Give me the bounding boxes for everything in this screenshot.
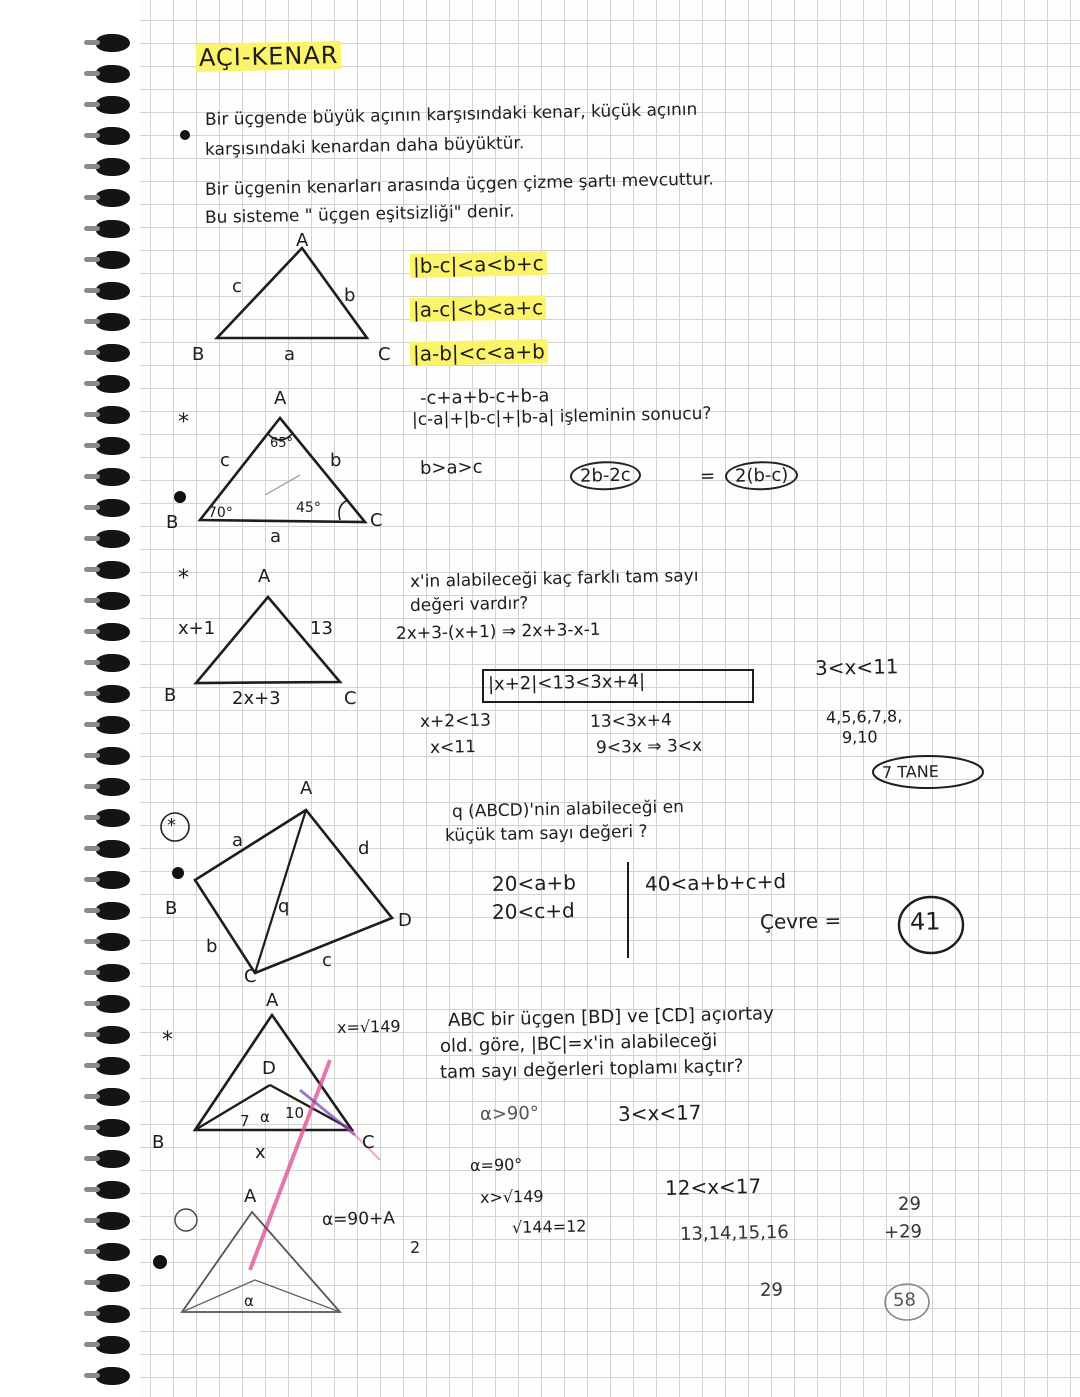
rule-2-line-1: Bir üçgenin kenarları arasında üçgen çizme şartı mevcuttur. bbox=[204, 169, 715, 200]
side-a: a bbox=[270, 526, 282, 547]
angle-alpha: α bbox=[260, 1108, 270, 1126]
formula: α=90+A bbox=[321, 1208, 396, 1230]
vertex-c: C bbox=[344, 688, 357, 709]
condition-obtuse: α>90° bbox=[479, 1102, 540, 1125]
star-marker: * bbox=[162, 1028, 173, 1053]
vertex-a: A bbox=[258, 566, 271, 587]
side-ab: x+1 bbox=[178, 618, 216, 639]
side-b: b bbox=[206, 936, 218, 957]
question-line-1: ABC bir üçgen [BD] ve [CD] açıortay bbox=[447, 1003, 774, 1031]
arrow bbox=[265, 475, 300, 495]
result-values: 13,14,15,16 bbox=[679, 1221, 789, 1245]
angle-c: 45° bbox=[296, 500, 321, 516]
question-line-2: old. göre, |BC|=x'in alabileceği bbox=[439, 1030, 718, 1057]
result-range: 3<x<11 bbox=[814, 654, 899, 680]
angle-a: 65° bbox=[270, 436, 294, 451]
triangle-example-2 bbox=[196, 597, 340, 683]
vertex-a: A bbox=[300, 778, 313, 799]
vertex-b: B bbox=[165, 898, 178, 919]
answer-2: 2(b-c) bbox=[725, 460, 799, 491]
result-values: 4,5,6,7,8, bbox=[825, 706, 903, 727]
vertex-a-small: A bbox=[244, 1186, 257, 1207]
diagonal-q: q bbox=[278, 896, 290, 917]
vertex-b: B bbox=[164, 685, 177, 706]
question-text: |c-a|+|b-c|+|b-a| işleminin sonucu? bbox=[411, 403, 712, 430]
pink-marker-line bbox=[250, 1060, 330, 1270]
rule-1-line-1: Bir üçgende büyük açının karşısındaki kenar, küçük açının bbox=[204, 99, 698, 130]
vertex-d: D bbox=[398, 910, 412, 931]
side-a: a bbox=[232, 830, 244, 851]
result-values-2: 9,10 bbox=[841, 727, 878, 747]
question-line-1: q (ABCD)'nin alabileceği en bbox=[451, 797, 685, 822]
side-c: c bbox=[220, 450, 230, 471]
length-7: 7 bbox=[240, 1112, 250, 1130]
bullet-dot bbox=[153, 1255, 167, 1269]
star-marker: * bbox=[178, 566, 189, 591]
side-bc: 2x+3 bbox=[232, 688, 281, 709]
star-marker: * bbox=[167, 815, 176, 836]
bullet-dot bbox=[180, 130, 190, 140]
side-d: d bbox=[358, 838, 370, 859]
question-line-2: değeri vardır? bbox=[409, 593, 529, 616]
inequality-c: |a-b|<c<a+b bbox=[410, 339, 548, 366]
vertex-c: C bbox=[370, 510, 383, 531]
inequality-b: |a-c|<b<a+c bbox=[410, 295, 547, 322]
work-line-1: 2x+3-(x+1) ⇒ 2x+3-x-1 bbox=[395, 619, 601, 644]
answer-1: 2b-2c bbox=[570, 461, 641, 491]
rule-1-line-2: karşısındaki kenardan daha büyüktür. bbox=[204, 133, 525, 160]
vertex-b: B bbox=[192, 344, 205, 365]
vertex-c: C bbox=[378, 344, 391, 365]
side-c: c bbox=[232, 276, 242, 297]
question-line-1: x'in alabileceği kaç farklı tam sayı bbox=[409, 565, 699, 592]
vertex-b: B bbox=[166, 512, 179, 533]
vertex-a: A bbox=[266, 990, 279, 1011]
work-line-3: 40<a+b+c+d bbox=[644, 869, 787, 896]
vertex-c: C bbox=[244, 966, 257, 987]
star-circle bbox=[175, 1209, 197, 1231]
work-line-2: 20<c+d bbox=[491, 898, 575, 924]
result-sum: 29 bbox=[759, 1279, 784, 1301]
work-line-3b: 13<3x+4 bbox=[589, 710, 673, 732]
side-ac: 13 bbox=[310, 618, 333, 639]
vertex-d: D bbox=[262, 1058, 276, 1079]
star-marker: * bbox=[178, 410, 189, 435]
vertex-b: B bbox=[152, 1132, 165, 1153]
diagonal bbox=[255, 810, 306, 973]
side-a: a bbox=[284, 344, 296, 365]
answer-label: Çevre = bbox=[759, 908, 842, 934]
sum-add: +29 bbox=[883, 1221, 923, 1243]
question-line-3: tam sayı değerleri toplamı kaçtır? bbox=[439, 1055, 744, 1083]
condition-root: x>√149 bbox=[479, 1186, 544, 1207]
length-10: 10 bbox=[285, 1104, 305, 1122]
sum-total: 58 bbox=[892, 1289, 917, 1311]
side-b: b bbox=[344, 285, 356, 306]
question-line-2: küçük tam sayı değeri ? bbox=[444, 821, 648, 846]
work-line-1: 20<a+b bbox=[491, 870, 577, 896]
work-line-2: |x+2|<13<3x+4| bbox=[487, 670, 646, 695]
equals-sign: = bbox=[699, 465, 716, 487]
rule-2-line-2: Bu sisteme " üçgen eşitsizliği" denir. bbox=[204, 201, 515, 228]
vertex-c: C bbox=[362, 1132, 375, 1153]
work-line-3a: x+2<13 bbox=[419, 710, 492, 732]
result-range: 12<x<17 bbox=[664, 1173, 762, 1200]
vertex-a: A bbox=[274, 388, 287, 409]
angle-arc bbox=[339, 500, 348, 520]
order-condition: b>a>c bbox=[419, 456, 483, 479]
vertex-a: A bbox=[296, 230, 309, 251]
side-b: b bbox=[330, 450, 342, 471]
bullet-dot bbox=[172, 867, 184, 879]
formula-denominator: 2 bbox=[409, 1237, 421, 1257]
condition-range: 3<x<17 bbox=[617, 1100, 702, 1126]
inequality-a: |b-c|<a<b+c bbox=[410, 251, 547, 278]
x-value: x=√149 bbox=[336, 1016, 401, 1037]
root-144: √144=12 bbox=[511, 1216, 587, 1237]
condition-right: α=90° bbox=[469, 1154, 523, 1175]
sum-top: 29 bbox=[897, 1193, 922, 1215]
answer-value: 41 bbox=[909, 907, 941, 936]
bullet-dot bbox=[174, 491, 186, 503]
work-line: -c+a+b-c+b-a bbox=[419, 385, 550, 409]
side-c: c bbox=[322, 950, 332, 971]
triangle-small bbox=[182, 1212, 340, 1312]
bisector-bd bbox=[195, 1085, 270, 1130]
angle-alpha-small: α bbox=[244, 1292, 254, 1310]
side-x: x bbox=[255, 1142, 266, 1163]
angle-b: 70° bbox=[208, 505, 233, 521]
page-title: AÇI-KENAR bbox=[196, 41, 342, 72]
work-line-4a: x<11 bbox=[429, 737, 477, 758]
work-line-4b: 9<3x ⇒ 3<x bbox=[595, 735, 703, 758]
answer-count: 7 TANE bbox=[881, 761, 940, 782]
quadrilateral-abcd bbox=[195, 810, 392, 973]
